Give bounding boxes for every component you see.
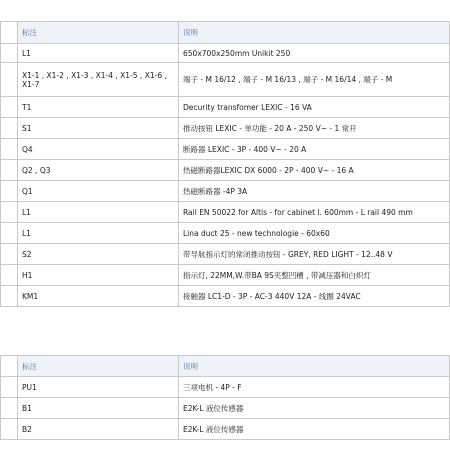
parts-table-1 <box>0 21 450 307</box>
table-row <box>1 286 450 307</box>
label-cell: L1 <box>18 44 179 63</box>
description-cell: 热磁断路器 -4P 3A <box>179 181 450 202</box>
row-marker-cell <box>1 223 18 244</box>
description-cell: 推动按钮 LEXIC - 单功能 - 20 A - 250 V~ - 1 常开 <box>179 118 450 139</box>
label-cell: H1 <box>18 265 179 286</box>
header-label: 标注 <box>18 22 179 44</box>
label-cell: S1 <box>18 118 179 139</box>
label-cell: Q4 <box>18 139 179 160</box>
row-marker-cell <box>1 356 18 377</box>
label-cell: KM1 <box>18 286 179 307</box>
label-cell: L1 <box>18 202 179 223</box>
row-marker-cell <box>1 265 18 286</box>
header-description: 说明 <box>179 22 450 44</box>
row-marker-cell <box>1 139 18 160</box>
row-marker-cell <box>1 181 18 202</box>
description-cell: Lina duct 25 - new technologie - 60x60 <box>179 223 450 244</box>
table-row <box>1 97 450 118</box>
description-cell: Decurity transfomer LEXIC - 16 VA <box>179 97 450 118</box>
label-cell: PU1 <box>18 377 179 398</box>
description-cell: 带导航指示灯的常闭推动按钮 - GREY, RED LIGHT - 12..48 V <box>179 244 450 265</box>
label-cell: S2 <box>18 244 179 265</box>
table-row <box>1 419 450 440</box>
table-row <box>1 398 450 419</box>
description-cell: Rail EN 50022 for Altis - for cabinet l. 600mm - L rail 490 mm <box>179 202 450 223</box>
label-cell: B2 <box>18 419 179 440</box>
row-marker-cell <box>1 419 18 440</box>
label-cell: Q1 <box>18 181 179 202</box>
table-row <box>1 63 450 97</box>
table-header-row <box>1 356 450 377</box>
label-cell: B1 <box>18 398 179 419</box>
table-row <box>1 181 450 202</box>
label-cell: X1-1 , X1-2 , X1-3 , X1-4 , X1-5 , X1-6 , X1-7 <box>18 63 179 97</box>
table-row <box>1 139 450 160</box>
description-cell: 断路器 LEXIC - 3P - 400 V~ - 20 A <box>179 139 450 160</box>
table-header-row <box>1 22 450 44</box>
table-row <box>1 244 450 265</box>
description-cell: 650x700x250mm Unikit 250 <box>179 44 450 63</box>
table-row <box>1 118 450 139</box>
table-row <box>1 265 450 286</box>
label-cell: L1 <box>18 223 179 244</box>
description-cell: 三项电机 - 4P - F <box>179 377 450 398</box>
row-marker-cell <box>1 22 18 44</box>
row-marker-cell <box>1 244 18 265</box>
description-cell: 端子 - M 16/12 , 端子 - M 16/13 , 端子 - M 16/14 , 端子 - M <box>179 63 450 97</box>
header-label: 标注 <box>18 356 179 377</box>
table-row <box>1 223 450 244</box>
description-cell: 接触器 LC1-D - 3P - AC-3 440V 12A - 线圈 24VAC <box>179 286 450 307</box>
table-row <box>1 44 450 63</box>
description-cell: E2K-L 液位传感器 <box>179 398 450 419</box>
parts-table-2 <box>0 355 450 440</box>
label-cell: Q2 , Q3 <box>18 160 179 181</box>
row-marker-cell <box>1 377 18 398</box>
header-description: 说明 <box>179 356 450 377</box>
label-cell: T1 <box>18 97 179 118</box>
row-marker-cell <box>1 398 18 419</box>
row-marker-cell <box>1 63 18 97</box>
table-row <box>1 160 450 181</box>
row-marker-cell <box>1 202 18 223</box>
row-marker-cell <box>1 118 18 139</box>
row-marker-cell <box>1 160 18 181</box>
table-row <box>1 202 450 223</box>
row-marker-cell <box>1 44 18 63</box>
row-marker-cell <box>1 97 18 118</box>
table-row <box>1 377 450 398</box>
description-cell: E2K-L 液位传感器 <box>179 419 450 440</box>
description-cell: 指示灯, 22MM,W.带BA 9S夹整凹槽 , 带减压器和白炽灯 <box>179 265 450 286</box>
description-cell: 热磁断路器LEXIC DX 6000 - 2P - 400 V~ - 16 A <box>179 160 450 181</box>
row-marker-cell <box>1 286 18 307</box>
